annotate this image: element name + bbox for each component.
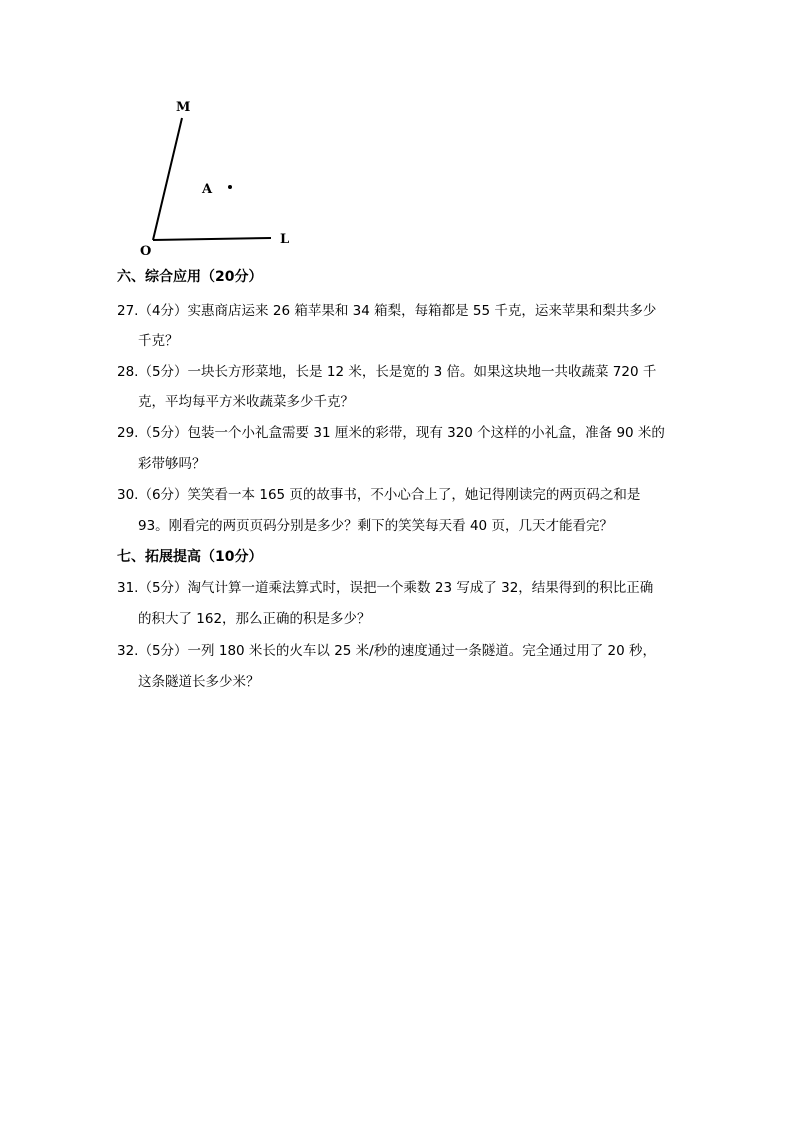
section-heading: 七、拓展提高（10分） <box>117 549 263 565</box>
question-30: 30.（6分）笑笑看一本 165 页的故事书，不小心合上了，她记得刚读完的两页码之和是 <box>117 487 641 503</box>
ray-ol <box>153 238 271 240</box>
label-o: O <box>140 244 152 259</box>
question-28-cont: 克，平均每平方米收蔬菜多少千克？ <box>138 394 354 410</box>
question-31: 31.（5分）淘气计算一道乘法算式时，误把一个乘数 23 写成了 32，结果得到的积比正确 <box>117 580 654 596</box>
question-32-cont: 这条隧道长多少米？ <box>138 674 260 690</box>
question-30-cont: 93。刚看完的两页页码分别是多少？剩下的笑笑每天看 40 页，几天才能看完？ <box>138 518 613 534</box>
question-32: 32.（5分）一列 180 米长的火车以 25 米/秒的速度通过一条隧道。完全通过用了 20 秒， <box>117 643 656 659</box>
question-31-cont: 的积大了 162，那么正确的积是多少？ <box>138 611 371 627</box>
question-29-cont: 彩带够吗？ <box>138 456 206 472</box>
angle-figure <box>0 0 320 270</box>
label-a: A <box>202 182 213 197</box>
question-28: 28.（5分）一块长方形菜地，长是 12 米，长是宽的 3 倍。如果这块地一共收蔬菜 720 千 <box>117 364 657 380</box>
point-a <box>228 185 232 189</box>
question-29: 29.（5分）包装一个小礼盒需要 31 厘米的彩带，现有 320 个这样的小礼盒，准备 90 米的 <box>117 425 665 441</box>
question-27: 27.（4分）实惠商店运来 26 箱苹果和 34 箱梨，每箱都是 55 千克，运来苹果和梨共多少 <box>117 303 657 319</box>
section-heading: 六、综合应用（20分） <box>117 269 263 285</box>
label-l: L <box>280 232 290 247</box>
question-27-cont: 千克？ <box>138 333 179 349</box>
label-m: M <box>176 100 191 115</box>
ray-om <box>153 118 182 240</box>
